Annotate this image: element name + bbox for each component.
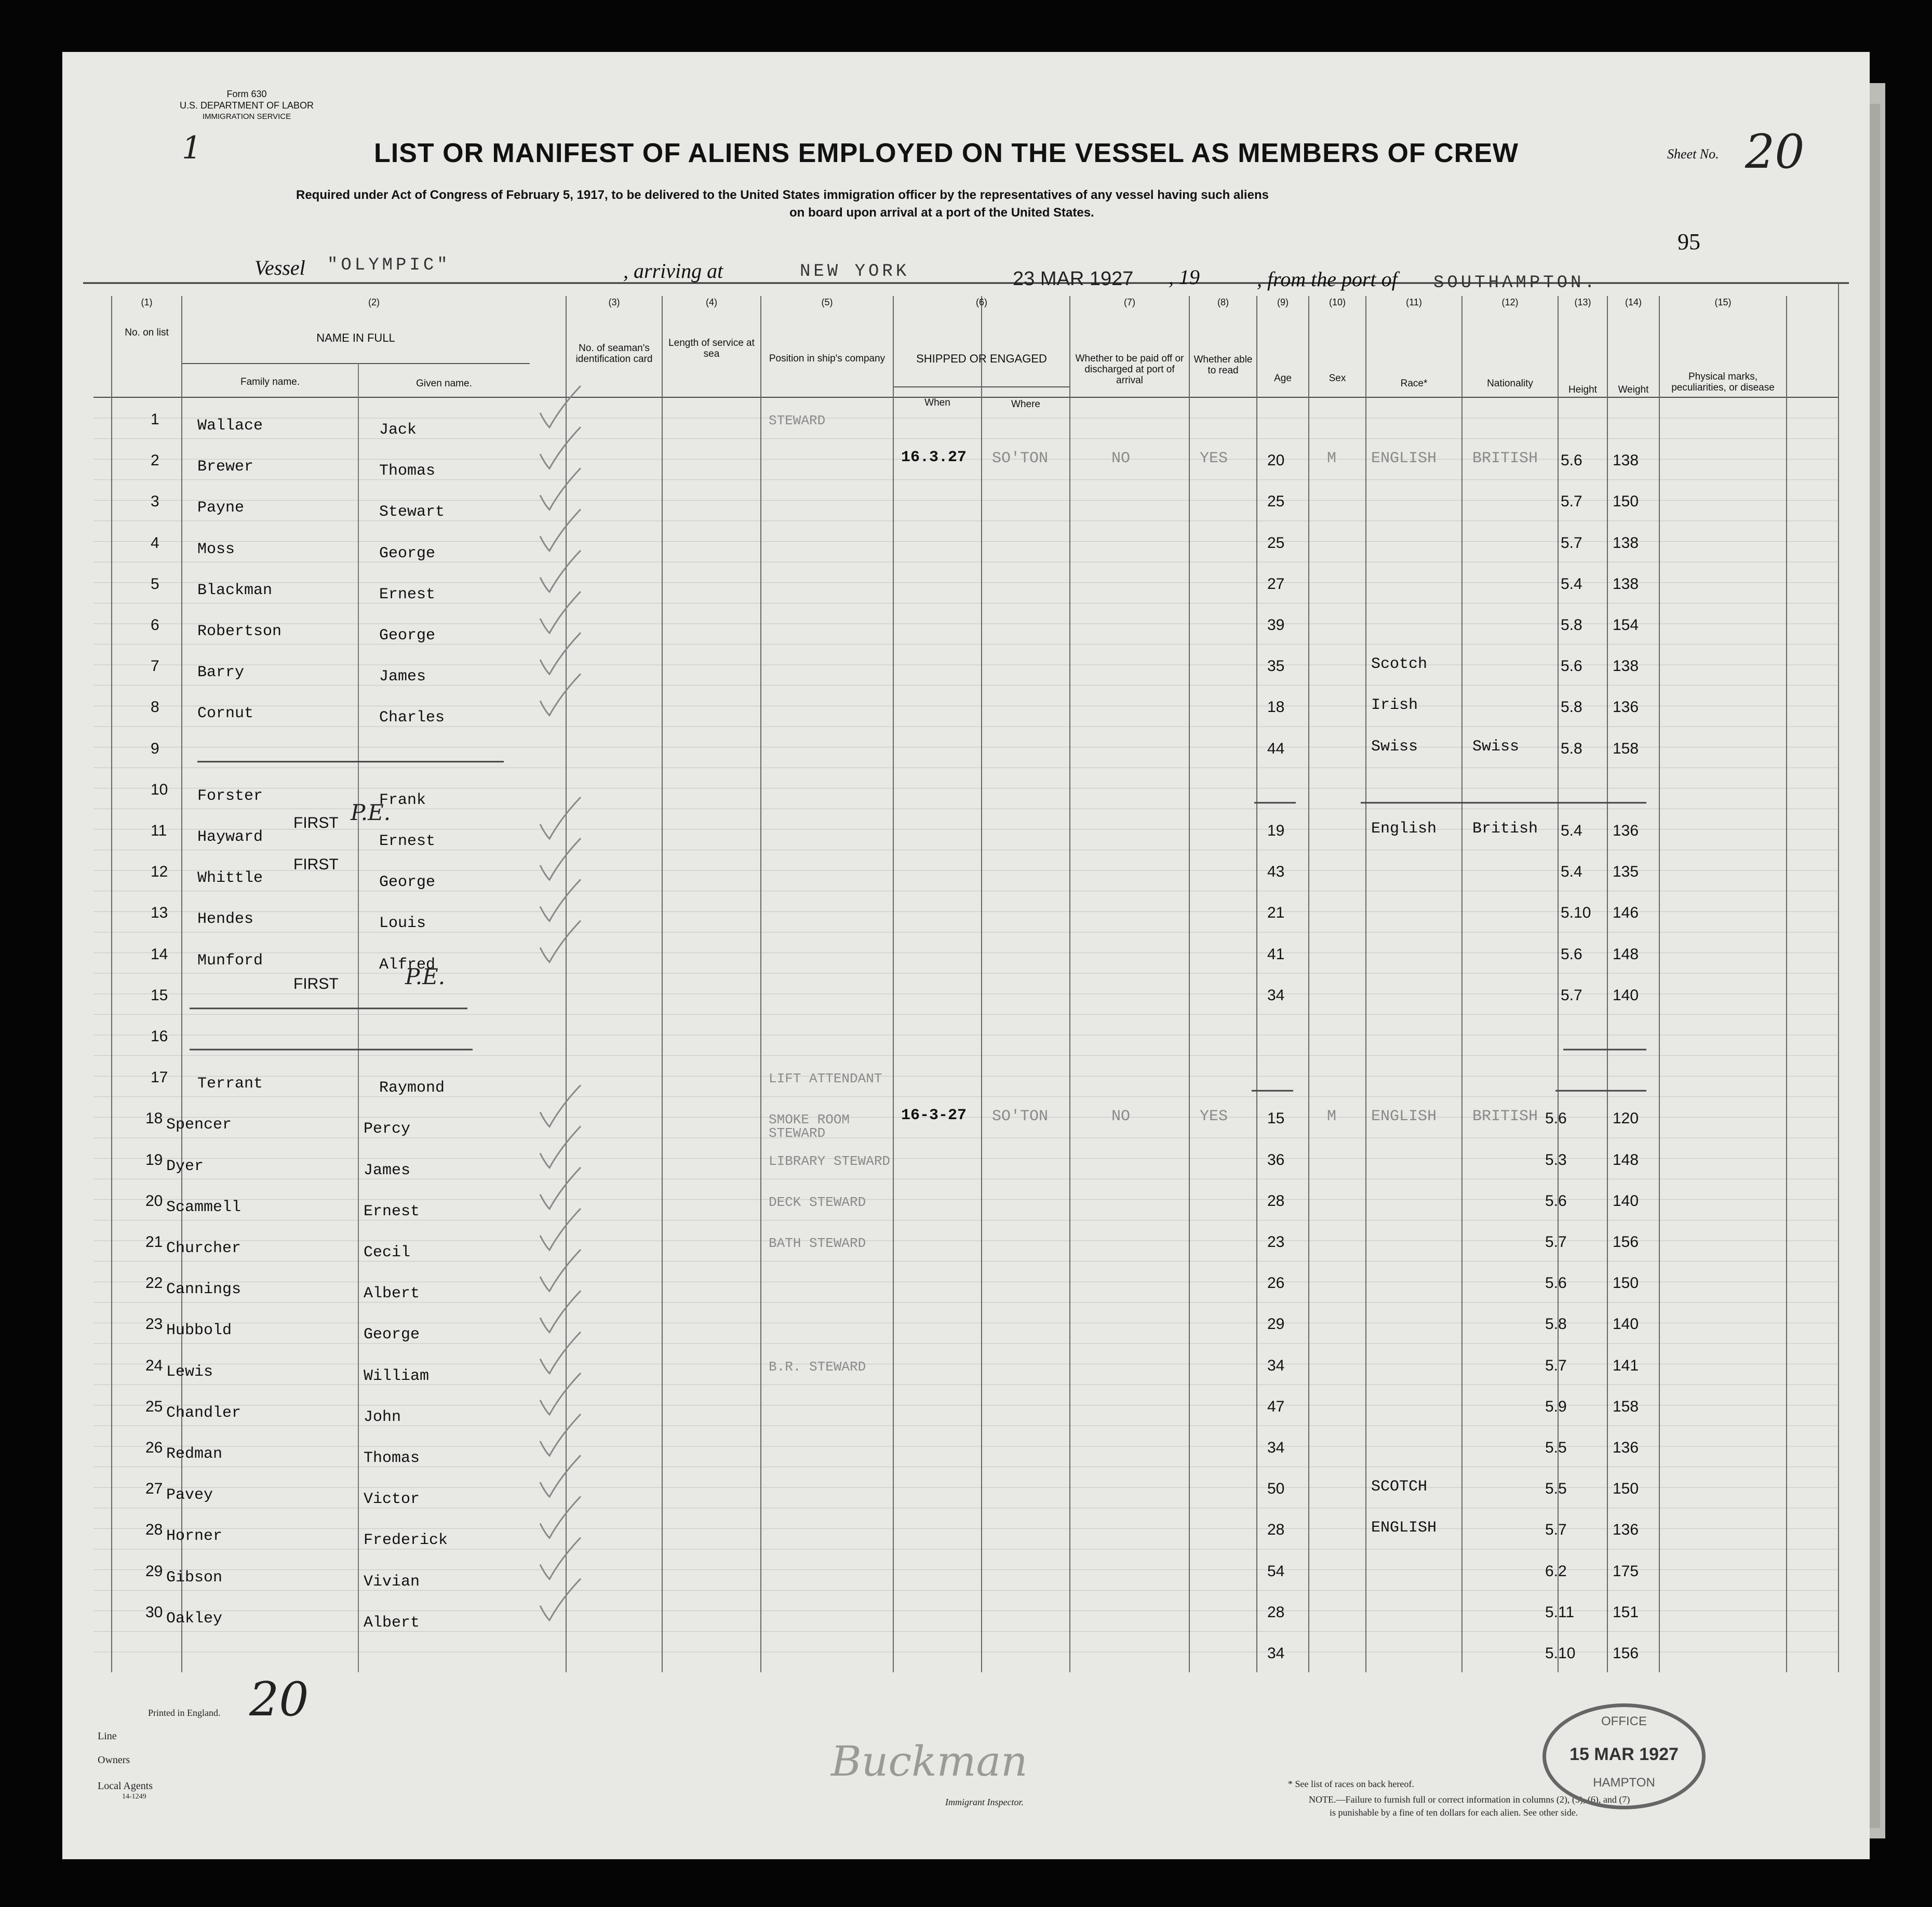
- age: 21: [1267, 904, 1285, 922]
- row-number: 2: [151, 452, 159, 469]
- height: 5.8: [1561, 740, 1582, 757]
- given-name: Charles: [379, 709, 445, 727]
- row-number: 18: [145, 1110, 163, 1127]
- age: 41: [1267, 945, 1285, 963]
- row-number: 17: [151, 1069, 168, 1086]
- given-name: James: [364, 1161, 411, 1179]
- given-name: John: [364, 1408, 401, 1426]
- height: 5.4: [1561, 822, 1582, 839]
- age: 36: [1267, 1151, 1285, 1169]
- family-name: Scammell: [166, 1198, 242, 1216]
- weight: 136: [1613, 1521, 1639, 1539]
- table-row: [62, 986, 1870, 1035]
- given-name: Frederick: [364, 1532, 448, 1550]
- row-number: 7: [151, 657, 159, 675]
- port-of-arrival: NEW YORK: [800, 262, 910, 281]
- column-number: (15): [1714, 297, 1732, 307]
- row-number: 15: [151, 986, 168, 1004]
- table-row: [62, 1192, 1870, 1241]
- height: 5.4: [1561, 863, 1582, 881]
- position: STEWARD: [769, 413, 826, 428]
- column-number: (2): [368, 297, 380, 307]
- first-annotation-11: FIRST: [293, 856, 339, 873]
- column-number: (12): [1501, 297, 1519, 307]
- race: ENGLISH: [1371, 1519, 1437, 1537]
- family-name: Spencer: [166, 1116, 232, 1134]
- age: 15: [1267, 1110, 1285, 1127]
- column-number: (6): [976, 297, 987, 307]
- height: 5.8: [1561, 616, 1582, 634]
- row-number: 10: [151, 781, 168, 798]
- race: ENGLISH: [1371, 1108, 1437, 1126]
- height: 5.11: [1545, 1603, 1575, 1621]
- column-number: (4): [706, 297, 717, 307]
- sheet-label: Sheet No.: [1667, 146, 1719, 162]
- given-name: George: [379, 544, 436, 562]
- able-to-read: YES: [1200, 450, 1228, 468]
- row-number: 8: [151, 699, 159, 716]
- given-name: Ernest: [364, 1202, 420, 1220]
- table-row: [62, 1107, 1870, 1158]
- family-name: Wallace: [197, 417, 263, 435]
- height: 5.4: [1561, 575, 1582, 593]
- height: 5.5: [1545, 1480, 1567, 1498]
- given-name: William: [364, 1367, 430, 1385]
- given-name: Albert: [364, 1285, 420, 1303]
- weight: 138: [1613, 452, 1639, 469]
- given-name: Stewart: [379, 503, 445, 521]
- race: ENGLISH: [1371, 450, 1437, 468]
- table-row: [62, 1151, 1870, 1200]
- position: SMOKE ROOM STEWARD: [769, 1112, 850, 1141]
- table-row: [62, 1315, 1870, 1364]
- able-to-read: YES: [1200, 1108, 1228, 1126]
- row-number: 25: [145, 1398, 163, 1415]
- table-row: [62, 904, 1870, 952]
- arriving-label: , arriving at: [623, 259, 723, 283]
- form-number: Form 630: [226, 89, 267, 99]
- age: 19: [1267, 822, 1285, 839]
- row-number: 27: [145, 1480, 163, 1498]
- stamp-top-text: OFFICE: [1601, 1714, 1647, 1728]
- header-no-on-list: No. on list: [125, 327, 169, 338]
- sheet-number: 20: [1745, 125, 1805, 179]
- weight: 150: [1613, 1480, 1639, 1498]
- vessel-label: Vessel: [254, 256, 305, 279]
- row-number: 16: [151, 1028, 168, 1045]
- inspector-signature: Buckman: [831, 1737, 1028, 1785]
- age: 25: [1267, 493, 1285, 511]
- agents-label: Local Agents: [98, 1780, 153, 1792]
- race: English: [1371, 820, 1437, 838]
- given-name: Victor: [364, 1490, 420, 1509]
- family-name: Redman: [166, 1445, 223, 1463]
- family-name: Whittle: [197, 869, 263, 888]
- first-annotation-10: FIRST: [293, 814, 339, 831]
- given-name: Thomas: [379, 462, 436, 480]
- table-row: [62, 575, 1870, 624]
- row-number: 19: [145, 1151, 163, 1169]
- table-row: [62, 1519, 1870, 1569]
- given-name: George: [379, 874, 436, 892]
- height: 5.6: [1545, 1110, 1567, 1127]
- age: 23: [1267, 1233, 1285, 1251]
- header-height: Height: [1568, 384, 1597, 395]
- age: 20: [1267, 452, 1285, 469]
- column-number: (8): [1217, 297, 1229, 307]
- column-number: (13): [1574, 297, 1591, 307]
- family-name: Cannings: [166, 1281, 242, 1299]
- header-nationality: Nationality: [1487, 378, 1533, 389]
- age: 54: [1267, 1562, 1285, 1580]
- races-note: * See list of races on back hereof.: [1288, 1779, 1414, 1789]
- race: Swiss: [1371, 737, 1418, 756]
- age: 50: [1267, 1480, 1285, 1498]
- handwritten-sheet-no: 20: [249, 1672, 309, 1727]
- family-name: Moss: [197, 540, 235, 558]
- height: 5.7: [1561, 493, 1582, 511]
- table-row: [62, 1357, 1870, 1405]
- height: 5.7: [1545, 1233, 1567, 1251]
- weight: 136: [1613, 699, 1639, 716]
- family-name: Cornut: [197, 705, 254, 723]
- shipped-where: SO'TON: [992, 450, 1049, 468]
- vessel-name: "OLYMPIC": [327, 256, 451, 275]
- office-stamp: [1542, 1703, 1706, 1809]
- given-name: Albert: [364, 1614, 420, 1632]
- row-number: 30: [145, 1603, 163, 1621]
- header-able-read: Whether able to read: [1193, 354, 1253, 376]
- age: 28: [1267, 1521, 1285, 1539]
- position: LIBRARY STEWARD: [769, 1153, 891, 1169]
- form-title: LIST OR MANIFEST OF ALIENS EMPLOYED ON THE VESSEL AS MEMBERS OF CREW: [374, 138, 1519, 168]
- column-number: (1): [141, 297, 153, 307]
- table-row: [62, 1439, 1870, 1487]
- column-number: (10): [1329, 297, 1346, 307]
- height: 6.2: [1545, 1562, 1567, 1580]
- header-length-service: Length of service at sea: [668, 338, 755, 359]
- given-name: Ernest: [379, 832, 436, 850]
- table-row: [62, 1398, 1870, 1446]
- nationality: Swiss: [1472, 737, 1520, 756]
- table-row: [62, 1028, 1870, 1076]
- header-name-in-full: NAME IN FULL: [316, 331, 395, 344]
- table-row: [62, 1645, 1870, 1693]
- age: 27: [1267, 575, 1285, 593]
- row-number: 9: [151, 740, 159, 757]
- page-number: 95: [1678, 229, 1700, 254]
- weight: 154: [1613, 616, 1639, 634]
- penalty-note-2: is punishable by a fine of ten dollars for each alien. See other side.: [1330, 1807, 1578, 1818]
- age: 43: [1267, 863, 1285, 881]
- height: 5.6: [1545, 1192, 1567, 1210]
- family-name: Gibson: [166, 1568, 223, 1587]
- table-row: [62, 493, 1870, 541]
- row-number: 4: [151, 534, 159, 552]
- family-name: Hubbold: [166, 1322, 232, 1340]
- pe-annotation-10: P.E.: [351, 800, 391, 825]
- row-number: 20: [145, 1192, 163, 1210]
- row-number: 6: [151, 616, 159, 634]
- row-number: 5: [151, 575, 159, 593]
- column-number: (5): [821, 297, 833, 307]
- row-number: 12: [151, 863, 168, 881]
- given-name: Ernest: [379, 585, 436, 603]
- weight: 138: [1613, 657, 1639, 675]
- row-number: 14: [151, 945, 168, 963]
- age: 29: [1267, 1315, 1285, 1333]
- margin-mark: 1: [182, 130, 202, 166]
- weight: 150: [1613, 1274, 1639, 1292]
- header-race: Race*: [1400, 378, 1428, 389]
- height: 5.6: [1561, 452, 1582, 469]
- given-name: Vivian: [364, 1573, 420, 1591]
- height: 5.3: [1545, 1151, 1567, 1169]
- position: LIFT ATTENDANT: [769, 1071, 882, 1087]
- penalty-note-1: NOTE.—Failure to furnish full or correct information in columns (2), (5), (6), and (7): [1309, 1794, 1630, 1805]
- height: 5.5: [1545, 1439, 1567, 1456]
- row-number: 21: [145, 1233, 163, 1251]
- table-row: [62, 534, 1870, 583]
- age: 34: [1267, 1357, 1285, 1374]
- family-name: Blackman: [197, 581, 273, 599]
- header-sex: Sex: [1329, 373, 1346, 384]
- paid-off: NO: [1111, 450, 1131, 468]
- table-row: [62, 655, 1870, 706]
- row-number: 23: [145, 1315, 163, 1333]
- family-name: Lewis: [166, 1363, 213, 1381]
- family-name: Hayward: [197, 828, 263, 846]
- age: 34: [1267, 1645, 1285, 1662]
- weight: 150: [1613, 493, 1639, 511]
- weight: 141: [1613, 1357, 1639, 1374]
- table-row: [62, 1274, 1870, 1323]
- sex: M: [1327, 450, 1337, 468]
- family-name: Payne: [197, 499, 245, 517]
- department: U.S. DEPARTMENT OF LABOR: [179, 100, 314, 111]
- weight: 138: [1613, 575, 1639, 593]
- row-number: 24: [145, 1357, 163, 1374]
- service: IMMIGRATION SERVICE: [202, 112, 291, 121]
- weight: 158: [1613, 740, 1639, 757]
- year-label: , 19: [1169, 265, 1200, 289]
- header-position: Position in ship's company: [769, 353, 886, 364]
- family-name: Robertson: [197, 623, 282, 640]
- row-number: 11: [151, 822, 167, 839]
- first-annotation-14: FIRST: [293, 975, 339, 992]
- printed-in: Printed in England.: [148, 1708, 221, 1718]
- family-name: Terrant: [197, 1075, 263, 1093]
- race: Scotch: [1371, 655, 1428, 674]
- table-row: [62, 737, 1870, 788]
- form-subtitle: Required under Act of Congress of February 5, 1917, to be delivered to the United States immigration officer by the representatives of any vessel having such aliens: [296, 188, 1269, 202]
- column-number: (14): [1625, 297, 1642, 307]
- from-label: , from the port of: [1257, 267, 1398, 291]
- manifest-sheet: [62, 52, 1870, 1859]
- row-number: 1: [151, 411, 159, 428]
- age: 34: [1267, 1439, 1285, 1456]
- header-shipped: SHIPPED OR ENGAGED: [916, 352, 1047, 365]
- height: 5.7: [1545, 1357, 1567, 1374]
- pe-annotation-14: P.E.: [405, 964, 446, 989]
- column-number: (11): [1406, 297, 1422, 307]
- family-name: Hendes: [197, 910, 254, 929]
- header-when: When: [924, 397, 950, 408]
- height: 5.6: [1561, 657, 1582, 675]
- height: 5.6: [1545, 1274, 1567, 1292]
- header-physical: Physical marks, peculiarities, or disease: [1671, 371, 1775, 393]
- weight: 175: [1613, 1562, 1639, 1580]
- position: B.R. STEWARD: [769, 1359, 866, 1375]
- shipped-where: SO'TON: [992, 1108, 1049, 1126]
- given-name: George: [379, 627, 436, 644]
- header-age: Age: [1274, 373, 1292, 384]
- column-number: (9): [1277, 297, 1289, 307]
- family-name: Forster: [197, 787, 263, 805]
- age: 47: [1267, 1398, 1285, 1415]
- given-name: Jack: [379, 421, 417, 439]
- given-name: Alfred: [379, 956, 436, 974]
- age: 34: [1267, 986, 1285, 1004]
- weight: 148: [1613, 1151, 1639, 1169]
- form-subtitle-2: on board upon arrival at a port of the United States.: [789, 206, 1094, 220]
- family-name: Chandler: [166, 1404, 242, 1422]
- line-label: Line: [98, 1730, 117, 1742]
- weight: 146: [1613, 904, 1639, 922]
- paid-off: NO: [1111, 1108, 1131, 1126]
- table-row: [62, 696, 1870, 747]
- header-id-card: No. of seaman's identification card: [575, 343, 653, 365]
- age: 39: [1267, 616, 1285, 634]
- given-name: Percy: [364, 1120, 411, 1138]
- height: 5.7: [1545, 1521, 1567, 1539]
- weight: 136: [1613, 822, 1639, 839]
- row-number: 29: [145, 1562, 163, 1580]
- arrival-date: 23 MAR 1927: [1013, 268, 1134, 290]
- age: 25: [1267, 534, 1285, 552]
- nationality: BRITISH: [1472, 1108, 1538, 1126]
- weight: 135: [1613, 863, 1639, 881]
- port-of-departure: SOUTHAMPTON.: [1433, 273, 1598, 293]
- family-name: Brewer: [197, 458, 254, 476]
- height: 5.7: [1561, 986, 1582, 1004]
- age: 28: [1267, 1603, 1285, 1621]
- age: 35: [1267, 657, 1285, 675]
- table-row: [62, 1562, 1870, 1611]
- inspector-label: Immigrant Inspector.: [945, 1797, 1024, 1807]
- weight: 136: [1613, 1439, 1639, 1456]
- age: 26: [1267, 1274, 1285, 1292]
- age: 18: [1267, 699, 1285, 716]
- given-name: Louis: [379, 915, 426, 933]
- family-name: Oakley: [166, 1609, 223, 1628]
- weight: 140: [1613, 986, 1639, 1004]
- shipped-when: 16.3.27: [901, 449, 967, 467]
- weight: 151: [1613, 1603, 1639, 1621]
- weight: 156: [1613, 1233, 1639, 1251]
- form-code: 14-1249: [122, 1793, 146, 1801]
- weight: 156: [1613, 1645, 1639, 1662]
- weight: 148: [1613, 945, 1639, 963]
- row-number: 28: [145, 1521, 163, 1539]
- nationality: British: [1472, 820, 1538, 838]
- table-row: [62, 616, 1870, 665]
- height: 5.8: [1545, 1315, 1567, 1333]
- shipped-when: 16-3-27: [901, 1107, 967, 1125]
- sex: M: [1327, 1108, 1337, 1126]
- age: 28: [1267, 1192, 1285, 1210]
- row-number: 13: [151, 904, 168, 922]
- height: 5.7: [1561, 534, 1582, 552]
- weight: 140: [1613, 1192, 1639, 1210]
- race: Irish: [1371, 696, 1418, 715]
- table-row: [62, 1603, 1870, 1652]
- race: SCOTCH: [1371, 1478, 1428, 1496]
- header-family-name: Family name.: [240, 377, 300, 387]
- row-number: 22: [145, 1274, 163, 1292]
- height: 5.10: [1545, 1645, 1576, 1662]
- family-name: Barry: [197, 664, 245, 682]
- family-name: Churcher: [166, 1240, 242, 1257]
- age: 44: [1267, 740, 1285, 757]
- given-name: Cecil: [364, 1244, 411, 1261]
- column-number: (3): [608, 297, 620, 307]
- nationality: BRITISH: [1472, 450, 1538, 468]
- family-name: Dyer: [166, 1157, 204, 1175]
- header-where: Where: [1011, 399, 1040, 410]
- family-name: Horner: [166, 1527, 223, 1546]
- table-row: [62, 1478, 1870, 1528]
- header-given-name: Given name.: [416, 378, 472, 389]
- position: BATH STEWARD: [769, 1235, 866, 1251]
- column-number: (7): [1124, 297, 1135, 307]
- header-weight: Weight: [1618, 384, 1649, 395]
- header-paid-off: Whether to be paid off or discharged at port of arrival: [1075, 353, 1184, 386]
- stamp-date: 15 MAR 1927: [1569, 1744, 1679, 1764]
- weight: 158: [1613, 1398, 1639, 1415]
- row-number: 3: [151, 493, 159, 511]
- given-name: Frank: [379, 791, 426, 809]
- given-name: George: [364, 1326, 420, 1344]
- table-row: [62, 449, 1870, 500]
- position: DECK STEWARD: [769, 1194, 866, 1210]
- weight: 138: [1613, 534, 1639, 552]
- weight: 120: [1613, 1110, 1639, 1127]
- height: 5.10: [1561, 904, 1591, 922]
- owners-label: Owners: [98, 1754, 130, 1766]
- height: 5.6: [1561, 945, 1582, 963]
- weight: 140: [1613, 1315, 1639, 1333]
- row-number: 26: [145, 1439, 163, 1456]
- height: 5.8: [1561, 699, 1582, 716]
- height: 5.9: [1545, 1398, 1567, 1415]
- given-name: Thomas: [364, 1449, 420, 1467]
- given-name: Raymond: [379, 1079, 445, 1097]
- table-row: [62, 1233, 1870, 1282]
- given-name: James: [379, 668, 426, 686]
- family-name: Pavey: [166, 1486, 213, 1505]
- stamp-bottom-text: HAMPTON: [1593, 1776, 1655, 1790]
- family-name: Munford: [197, 951, 263, 970]
